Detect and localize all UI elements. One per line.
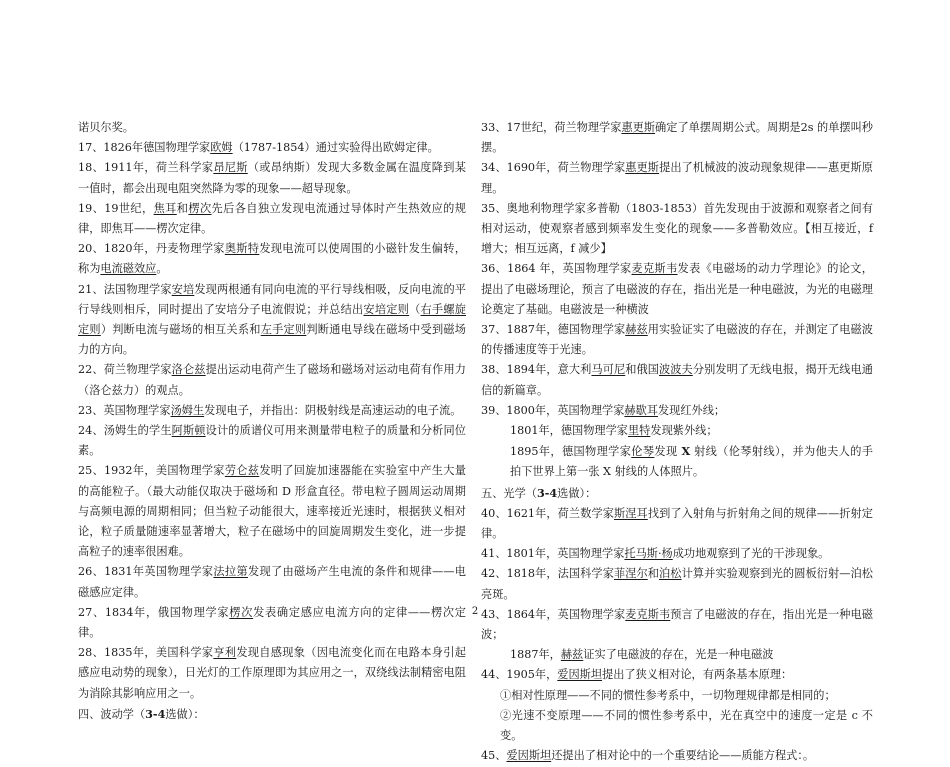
text-run: 40、1621年，荷兰数学家 xyxy=(481,506,614,520)
text-run: 1801年，德国物理学家 xyxy=(510,424,628,438)
text-run: 找到了入射角与折射角之间的规律——折射定律。 xyxy=(481,506,873,541)
paragraph xyxy=(481,504,873,544)
text-run: 先后各自独立发现电流通过导体时产生热效应的规律，即焦耳——楞次定律。 xyxy=(78,201,466,236)
paragraph xyxy=(481,706,873,746)
underlined-name: 右手螺旋定则 xyxy=(78,302,466,337)
text-run: 35、奥地利物理学家多普勒（1803-1853）首先发现由于波源和观察者之间有相对运动，使观察者感到频率发生变化的现象——多普勒效应。【相互接近，f 增大；相互远离，f 减少】 xyxy=(481,201,873,256)
paragraph xyxy=(78,138,466,158)
text-run: 发现 xyxy=(654,445,682,459)
text-run: X xyxy=(681,444,691,459)
text-run: 27、1834年，俄国物理学家 xyxy=(78,605,230,619)
paragraph xyxy=(78,158,466,198)
paragraph xyxy=(481,401,873,421)
text-run: 3-4 xyxy=(145,706,166,721)
text-run: 提出了机械波的波动现象规律——惠更斯原理。 xyxy=(481,161,873,195)
underlined-name: 斯涅耳 xyxy=(614,506,648,520)
text-run: 3-4 xyxy=(536,485,558,500)
text-run: 36、1864 年，英国物理学家 xyxy=(481,262,632,276)
text-run: 发现自感现象（因电流变化而在电路本身引起感应电动势的现象），日光灯的工作原理即为其应用之一，双绕线法制精密电阻为消除其影响应用之一。 xyxy=(78,646,466,700)
paragraph xyxy=(481,564,873,604)
underlined-name: 楞次 xyxy=(188,201,212,215)
text-run: 选做）： xyxy=(557,486,597,500)
underlined-name: 楞次 xyxy=(229,605,254,619)
underlined-name: 麦克斯韦 xyxy=(631,262,678,276)
text-run: 证实了电磁波的存在，光是一种电磁波 xyxy=(583,648,774,662)
paragraph xyxy=(481,421,873,441)
text-run: 选做）： xyxy=(165,707,205,721)
paragraph xyxy=(481,746,873,766)
underlined-name: 里特 xyxy=(627,424,651,438)
paragraph xyxy=(78,401,466,421)
underlined-name: 惠更斯 xyxy=(625,161,660,175)
text-run: 计算并实验观察到光的圆板衍射—泊松亮斑。 xyxy=(481,567,873,601)
text-run: （或昂纳斯）发现大多数金属在温度降到某一值时，都会出现电阻突然降为零的现象——超导现象。 xyxy=(78,161,466,195)
underlined-name: 欧姆 xyxy=(210,141,233,155)
text-run: 设计的质谱仪可用来测量带电粒子的质量和分析同位素。 xyxy=(78,424,466,458)
text-run: （1787-1854）通过实验得出欧姆定律。 xyxy=(232,141,439,155)
paragraph xyxy=(481,665,873,685)
text-run: 诺贝尔奖。 xyxy=(78,121,134,134)
paragraph xyxy=(78,199,466,239)
paragraph xyxy=(481,686,873,706)
underlined-name: 阿斯顿 xyxy=(171,424,206,438)
underlined-name: 泊松 xyxy=(659,567,682,581)
underlined-name: 爱因斯坦 xyxy=(557,668,603,682)
text-run: ）判断电流与磁场的相互关系和 xyxy=(100,323,261,337)
text-run: 用实验证实了电磁波的存在，并测定了电磁波的传播速度等于光速。 xyxy=(481,323,873,357)
text-run: 39、1800年，英国物理学家 xyxy=(481,403,625,417)
paragraph xyxy=(78,562,466,602)
underlined-name: 奥斯特 xyxy=(224,242,260,256)
text-run: 还提出了相对论中的一个重要结论——质能方程式：。 xyxy=(551,749,815,763)
text-run: 1895年，德国物理学家 xyxy=(510,445,632,459)
paragraph xyxy=(78,280,466,361)
underlined-name: 惠更斯 xyxy=(621,121,656,134)
paragraph xyxy=(78,360,466,400)
text-run: ②光速不变原理——不同的惯性参考系中，光在真空中的速度一定是 c 不变。 xyxy=(500,708,873,743)
left-column xyxy=(78,118,466,725)
text-run: 44、1905年， xyxy=(481,668,558,682)
text-run: 发表确定感应电流方向的定律——楞次定律。 xyxy=(78,605,466,640)
page-number: 2 xyxy=(471,606,479,617)
paragraph xyxy=(481,259,873,320)
paragraph xyxy=(481,645,873,665)
text-run: 33、17世纪，荷兰物理学家 xyxy=(481,121,622,134)
underlined-name: 赫兹 xyxy=(560,648,584,662)
text-run: 判断通电导线在磁场中受到磁场力的方向。 xyxy=(78,323,466,357)
text-run: 17、1826年德国物理学家 xyxy=(78,141,211,155)
text-run: 28、1835年，美国科学家 xyxy=(78,646,214,660)
text-run: 41、1801年，英国物理学家 xyxy=(481,547,625,561)
paragraph xyxy=(481,199,873,260)
paragraph xyxy=(481,158,873,198)
text-run: 。 xyxy=(156,262,168,276)
text-run: 1887年， xyxy=(510,648,561,662)
underlined-name: 洛仑兹 xyxy=(171,363,206,377)
text-run: 预言了电磁波的存在，指出光是一种电磁波； xyxy=(481,607,873,642)
text-run: 和 xyxy=(647,567,660,581)
text-run: 发明了回旋加速器能在实验室中产生大量的高能粒子。（最大动能仅取决于磁场和 D 形盒直径。带电粒子圆周运动周期与高频电源的周期相同；但当粒子动能很大，速率接近光速时，根据狭义相对论，粒子质量随速率显著增大，粒子在磁场中的回旋周期发生变化，进一步提高粒子的速率很困难。 xyxy=(78,464,466,559)
paragraph xyxy=(481,441,873,482)
text-run: 23、英国物理学家 xyxy=(78,403,171,417)
paragraph xyxy=(481,544,873,564)
text-run: （ xyxy=(409,302,421,316)
text-run: 分别发明了无线电报，揭开无线电通信的新篇章。 xyxy=(481,363,873,397)
underlined-name: 汤姆生 xyxy=(170,403,205,417)
text-run: 五、光学（ xyxy=(481,486,537,500)
underlined-name: 电流磁效应 xyxy=(100,262,157,276)
text-run: 45、 xyxy=(481,749,507,763)
underlined-name: 安培 xyxy=(171,282,195,296)
text-run: 19、19世纪， xyxy=(78,201,154,215)
underlined-name: 波波夫 xyxy=(659,363,693,377)
text-run: 43、1864年，英国物理学家 xyxy=(481,607,626,621)
paragraph xyxy=(78,704,466,725)
underlined-name: 赫歇耳 xyxy=(624,403,658,417)
underlined-name: 马可尼 xyxy=(591,363,626,377)
paragraph xyxy=(78,421,466,461)
text-run: 37、1887年，德国物理学家 xyxy=(481,323,626,337)
underlined-name: 菲涅尔 xyxy=(613,567,648,581)
paragraph xyxy=(78,239,466,279)
text-run: 发现了由磁场产生电流的条件和规律——电磁感应定律。 xyxy=(78,565,466,599)
text-run: 和 xyxy=(176,201,189,215)
text-run: 发现两根通有同向电流的平行导线相吸，反向电流的平行导线则相斥，同时提出了安培分子电流假说；并总结出 xyxy=(78,282,466,316)
paragraph xyxy=(481,320,873,360)
text-run: 34、1690年，荷兰物理学家 xyxy=(481,161,626,175)
underlined-name: 托马斯·杨 xyxy=(624,547,673,561)
underlined-name: 爱因斯坦 xyxy=(506,749,552,763)
paragraph xyxy=(481,483,873,504)
paragraph xyxy=(78,643,466,704)
text-run: 25、1932年，美国物理学家 xyxy=(78,464,225,478)
text-run: 发表《电磁场的动力学理论》的论文，提出了电磁场理论，预言了电磁波的存在，指出光是一种电磁波，为光的电磁理论奠定了基础。电磁波是一种横波 xyxy=(481,262,873,316)
underlined-name: 劳仑兹 xyxy=(224,464,260,478)
underlined-name: 伦琴 xyxy=(631,445,655,459)
underlined-name: 法拉第 xyxy=(213,565,248,579)
text-run: 发现电流可以使周围的小磁针发生偏转，称为 xyxy=(78,242,466,276)
text-run: 38、1894年，意大利 xyxy=(481,363,592,377)
text-run: 发现电子，并指出：阴极射线是高速运动的电子流。 xyxy=(204,403,462,417)
paragraph xyxy=(481,360,873,400)
text-run: 发现红外线； xyxy=(657,403,726,417)
underlined-name: 麦克斯韦 xyxy=(625,607,671,621)
text-run: 和俄国 xyxy=(625,363,660,377)
right-column xyxy=(481,118,873,767)
underlined-name: 安培定则 xyxy=(363,302,410,316)
paragraph xyxy=(481,118,873,158)
text-run: 射线（伦琴射线），并为他夫人的手拍下世界上第一张 X 射线的人体照片。 xyxy=(510,445,873,479)
underlined-name: 昂尼斯 xyxy=(213,161,248,175)
text-run: 提出运动电荷产生了磁场和磁场对运动电荷有作用力（洛仑兹力）的观点。 xyxy=(78,363,466,397)
underlined-name: 赫兹 xyxy=(625,323,648,337)
underlined-name: 亨利 xyxy=(213,646,237,660)
text-run: 26、1831年英国物理学家 xyxy=(78,565,214,579)
text-run: 24、汤姆生的学生 xyxy=(78,424,172,438)
paragraph xyxy=(78,461,466,562)
text-run: 21、法国物理学家 xyxy=(78,282,172,296)
text-run: 四、波动学（ xyxy=(78,707,146,721)
text-run: ①相对性原理——不同的惯性参考系中，一切物理规律都是相同的； xyxy=(500,688,836,702)
text-run: 22、荷兰物理学家 xyxy=(78,363,172,377)
text-run: 20、1820年，丹麦物理学家 xyxy=(78,242,225,256)
underlined-name: 左手定则 xyxy=(260,323,307,337)
text-run: 提出了狭义相对论，有两条基本原理： xyxy=(602,668,793,682)
text-run: 18、1911年，荷兰科学家 xyxy=(78,161,214,175)
text-run: 成功地观察到了光的干涉现象。 xyxy=(672,547,830,561)
text-run: 确定了单摆周期公式。周期是2s 的单摆叫秒摆。 xyxy=(481,121,873,155)
underlined-name: 焦耳 xyxy=(153,201,177,215)
text-run: 42、1818年，法国科学家 xyxy=(481,567,614,581)
paragraph xyxy=(78,118,466,138)
text-run: 发现紫外线； xyxy=(650,424,718,438)
